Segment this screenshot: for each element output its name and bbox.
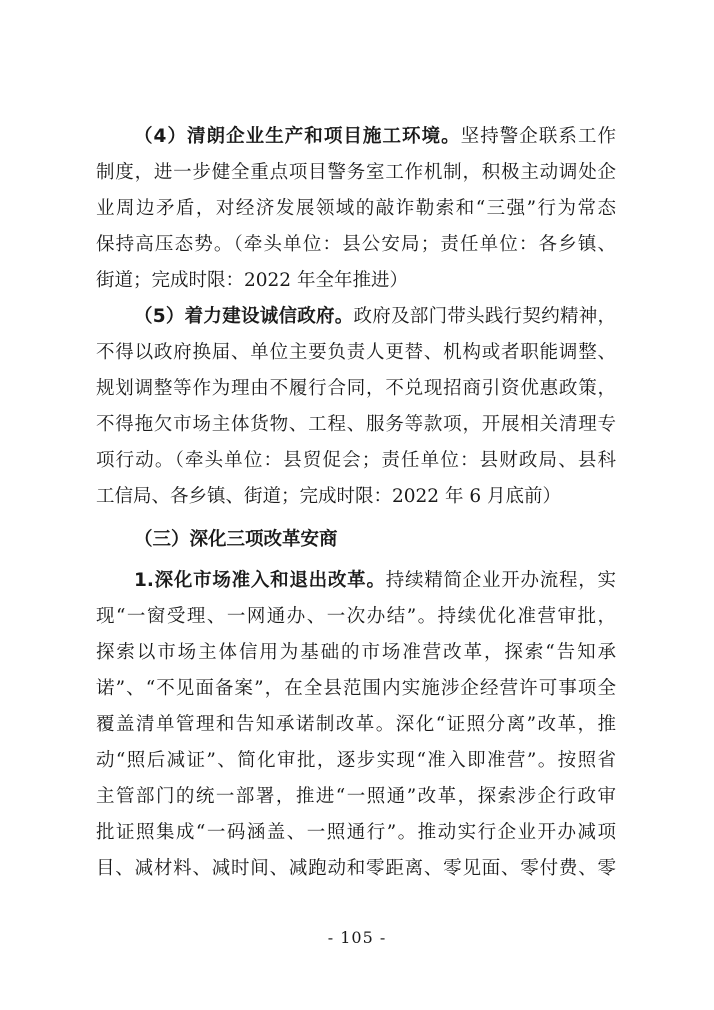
paragraph-line	[134, 119, 616, 155]
paragraph-line: 保持高压态势。（牵头单位：县公安局；责任单位：各乡镇、	[96, 234, 616, 255]
section-heading	[134, 522, 616, 558]
section-heading-text: （三）深化三项改革安商	[134, 529, 338, 550]
paragraph-line: 批证照集成“一码涵盖、一照通行”。推动实行企业开办减项	[96, 822, 616, 843]
paragraph-line: 目、减材料、减时间、减跑动和零距离、零见面、零付费、零	[96, 858, 616, 879]
paragraph-text: 政府及部门带头践行契约精神，	[353, 306, 616, 327]
paragraph-heading: （4）清朗企业生产和项目施工环境。	[134, 126, 461, 147]
paragraph-line	[134, 563, 616, 599]
paragraph-line: 街道；完成时限：2022 年全年推进）	[96, 270, 408, 291]
paragraph-line	[134, 299, 616, 335]
paragraph-line: 动“照后减证”、简化审批，逐步实现“准入即准营”。按照省	[96, 750, 616, 771]
paragraph-line: 主管部门的统一部署，推进“一照通”改革，探索涉企行政审	[96, 786, 616, 807]
paragraph-line: 规划调整等作为理由不履行合同，不兑现招商引资优惠政策，	[96, 378, 616, 399]
paragraph-line: 不得以政府换届、单位主要负责人更替、机构或者职能调整、	[96, 342, 616, 363]
paragraph-line: 项行动。（牵头单位：县贸促会；责任单位：县财政局、县科	[96, 450, 616, 471]
paragraph-line: 不得拖欠市场主体货物、工程、服务等款项，开展相关清理专	[96, 414, 616, 435]
paragraph-line: 工信局、各乡镇、街道；完成时限：2022 年 6 月底前）	[96, 486, 561, 507]
paragraph-line: 诺”、“不见面备案”，在全县范围内实施涉企经营许可事项全	[96, 678, 616, 699]
paragraph-line: 业周边矛盾，对经济发展领域的敲诈勒索和“三强”行为常态	[96, 198, 616, 219]
paragraph-line: 探索以市场主体信用为基础的市场准营改革，探索“告知承	[96, 642, 616, 663]
paragraph-text: 持续精简企业开办流程，实	[385, 570, 616, 591]
page-number: - 105 -	[327, 928, 387, 947]
paragraph-line: 制度，进一步健全重点项目警务室工作机制，积极主动调处企	[96, 162, 616, 183]
paragraph-heading: 1.深化市场准入和退出改革。	[134, 570, 386, 591]
paragraph-line: 覆盖清单管理和告知承诺制改革。深化“证照分离”改革，推	[96, 714, 616, 735]
paragraph-heading: （5）着力建设诚信政府。	[134, 306, 354, 327]
paragraph-line: 现“一窗受理、一网通办、一次办结”。持续优化准营审批，	[96, 606, 616, 627]
paragraph-text: 坚持警企联系工作	[460, 126, 616, 147]
